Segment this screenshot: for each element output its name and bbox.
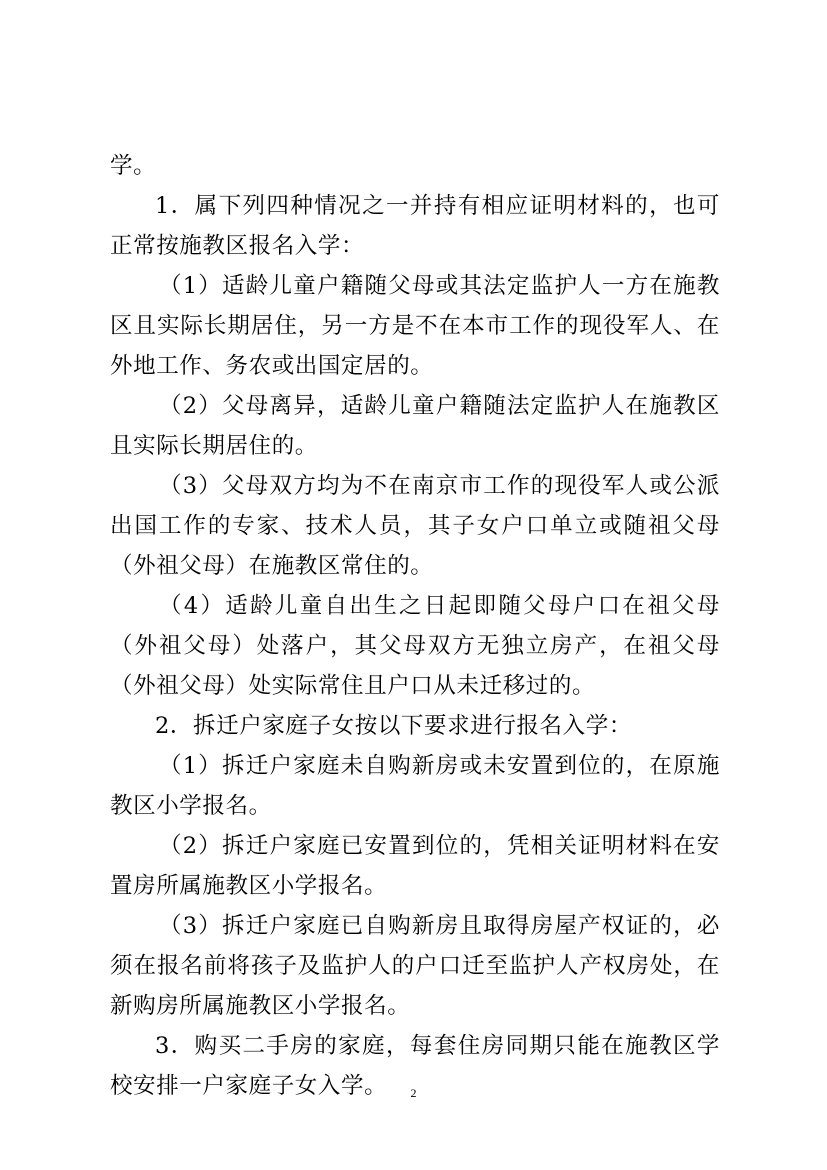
paragraph-item-2-sub-2: （2）拆迁户家庭已安置到位的，凭相关证明材料在安置房所属施教区小学报名。	[110, 833, 720, 899]
paragraph-item-1-sub-2: （2）父母离异，适龄儿童户籍随法定监护人在施教区且实际长期居住的。	[110, 393, 720, 459]
paragraph-item-2-heading: 2．拆迁户家庭子女按以下要求进行报名入学：	[155, 713, 632, 739]
paragraph-continuation: 学。	[110, 153, 157, 179]
paragraph-item-1-sub-3: （3）父母双方均为不在南京市工作的现役军人或公派出国工作的专家、技术人员，其子女户口单立或随祖父母（外祖父母）在施教区常住的。	[110, 473, 720, 579]
paragraph-item-1-sub-1: （1）适龄儿童户籍随父母或其法定监护人一方在施教区且实际长期居住，另一方是不在本市工作的现役军人、在外地工作、务农或出国定居的。	[110, 273, 720, 379]
paragraph-item-1-sub-4: （4）适龄儿童自出生之日起即随父母户口在祖父母（外祖父母）处落户，其父母双方无独立房产，在祖父母（外祖父母）处实际常住且户口从未迁移过的。	[110, 593, 720, 699]
paragraph-item-1-heading: 1．属下列四种情况之一并持有相应证明材料的，也可正常按施教区报名入学：	[110, 193, 720, 259]
page-number: 2	[410, 1086, 417, 1100]
paragraph-item-2-sub-1: （1）拆迁户家庭未自购新房或未安置到位的，在原施教区小学报名。	[110, 753, 720, 819]
document-body	[110, 146, 720, 1106]
paragraph-item-2-sub-3: （3）拆迁户家庭已自购新房且取得房屋产权证的，必须在报名前将孩子及监护人的户口迁至监护人产权房处，在新购房所属施教区小学报名。	[110, 913, 720, 1019]
paragraph-item-3: 3．购买二手房的家庭，每套住房同期只能在施教区学校安排一户家庭子女入学。	[110, 1033, 720, 1099]
